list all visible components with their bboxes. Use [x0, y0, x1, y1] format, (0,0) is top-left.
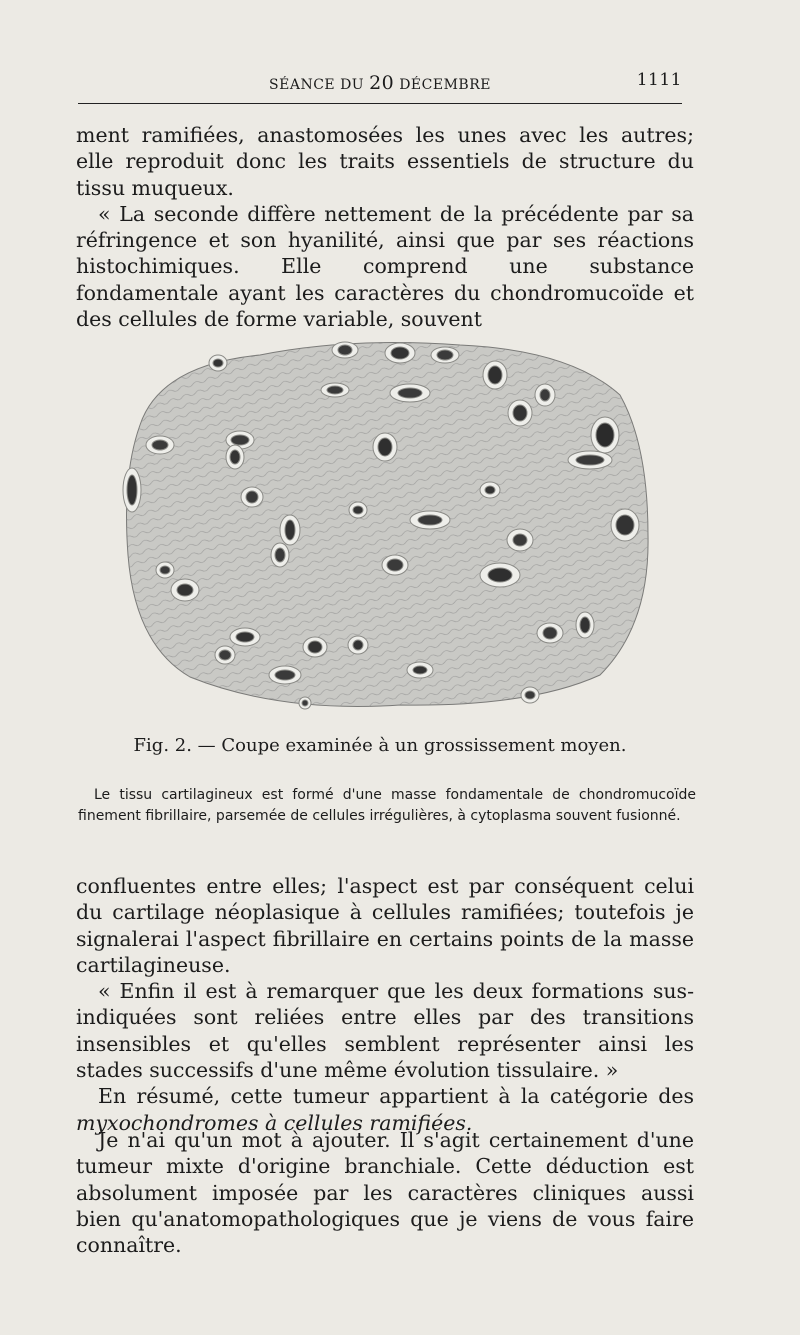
text-block-bottom	[76, 873, 694, 1136]
figure-legend	[78, 785, 696, 826]
paragraph: ment ramifiées, anastomosées les unes avec les autres; elle reproduit donc les traits essentiels de structure du tissu muqueux.	[76, 123, 694, 200]
legend-text: Le tissu cartilagineux est formé d'une masse fondamentale de chondromucoïde finement fibrillaire, parsemée de cellules irrégulières, à cytoplasma souvent fusionné.	[78, 787, 696, 824]
header-title	[78, 72, 682, 94]
page-number: 1111	[636, 70, 682, 90]
text-block-last	[76, 1127, 694, 1258]
header-right: DÉCEMBRE	[399, 77, 491, 93]
running-header	[78, 68, 682, 94]
header-left: SÉANCE DU	[269, 77, 365, 93]
summary-term: myxochondromes à cellules ramifiées.	[76, 1110, 473, 1135]
histology-figure	[100, 325, 660, 725]
header-rule	[78, 103, 682, 104]
text-block-top	[76, 122, 694, 332]
paragraph: « La seconde diffère nettement de la précédente par sa réfringence et son hyanilité, ainsi que par ses réactions histochimiques. Elle comprend une substance fondamentale ayant les caractères du chondromucoïde et des cellules de forme variable, souvent	[76, 201, 694, 332]
header-day: 20	[369, 72, 395, 94]
paragraph: « Enfin il est à remarquer que les deux formations sus-indiquées sont reliées entre elles par des transitions insensibles et qu'elles semblent représenter ainsi les stades successifs d'une même évolution tissulaire. »	[76, 979, 694, 1083]
figure-caption: Fig. 2. — Coupe examinée à un grossissement moyen.	[133, 735, 627, 756]
paragraph: confluentes entre elles; l'aspect est par conséquent celui du cartilage néoplasique à cellules ramifiées; toutefois je signalerai l'aspect fibrillaire en certains points de la masse cartilagineuse.	[76, 874, 694, 977]
summary-lead: En résumé, cette tumeur appartient à la catégorie des	[98, 1084, 694, 1109]
paragraph: Je n'ai qu'un mot à ajouter. Il s'agit certainement d'une tumeur mixte d'origine branchiale. Cette déduction est absolument imposée par les caractères cliniques aussi bien qu'anatomopathologiques que je viens de vous faire connaître.	[76, 1128, 694, 1258]
